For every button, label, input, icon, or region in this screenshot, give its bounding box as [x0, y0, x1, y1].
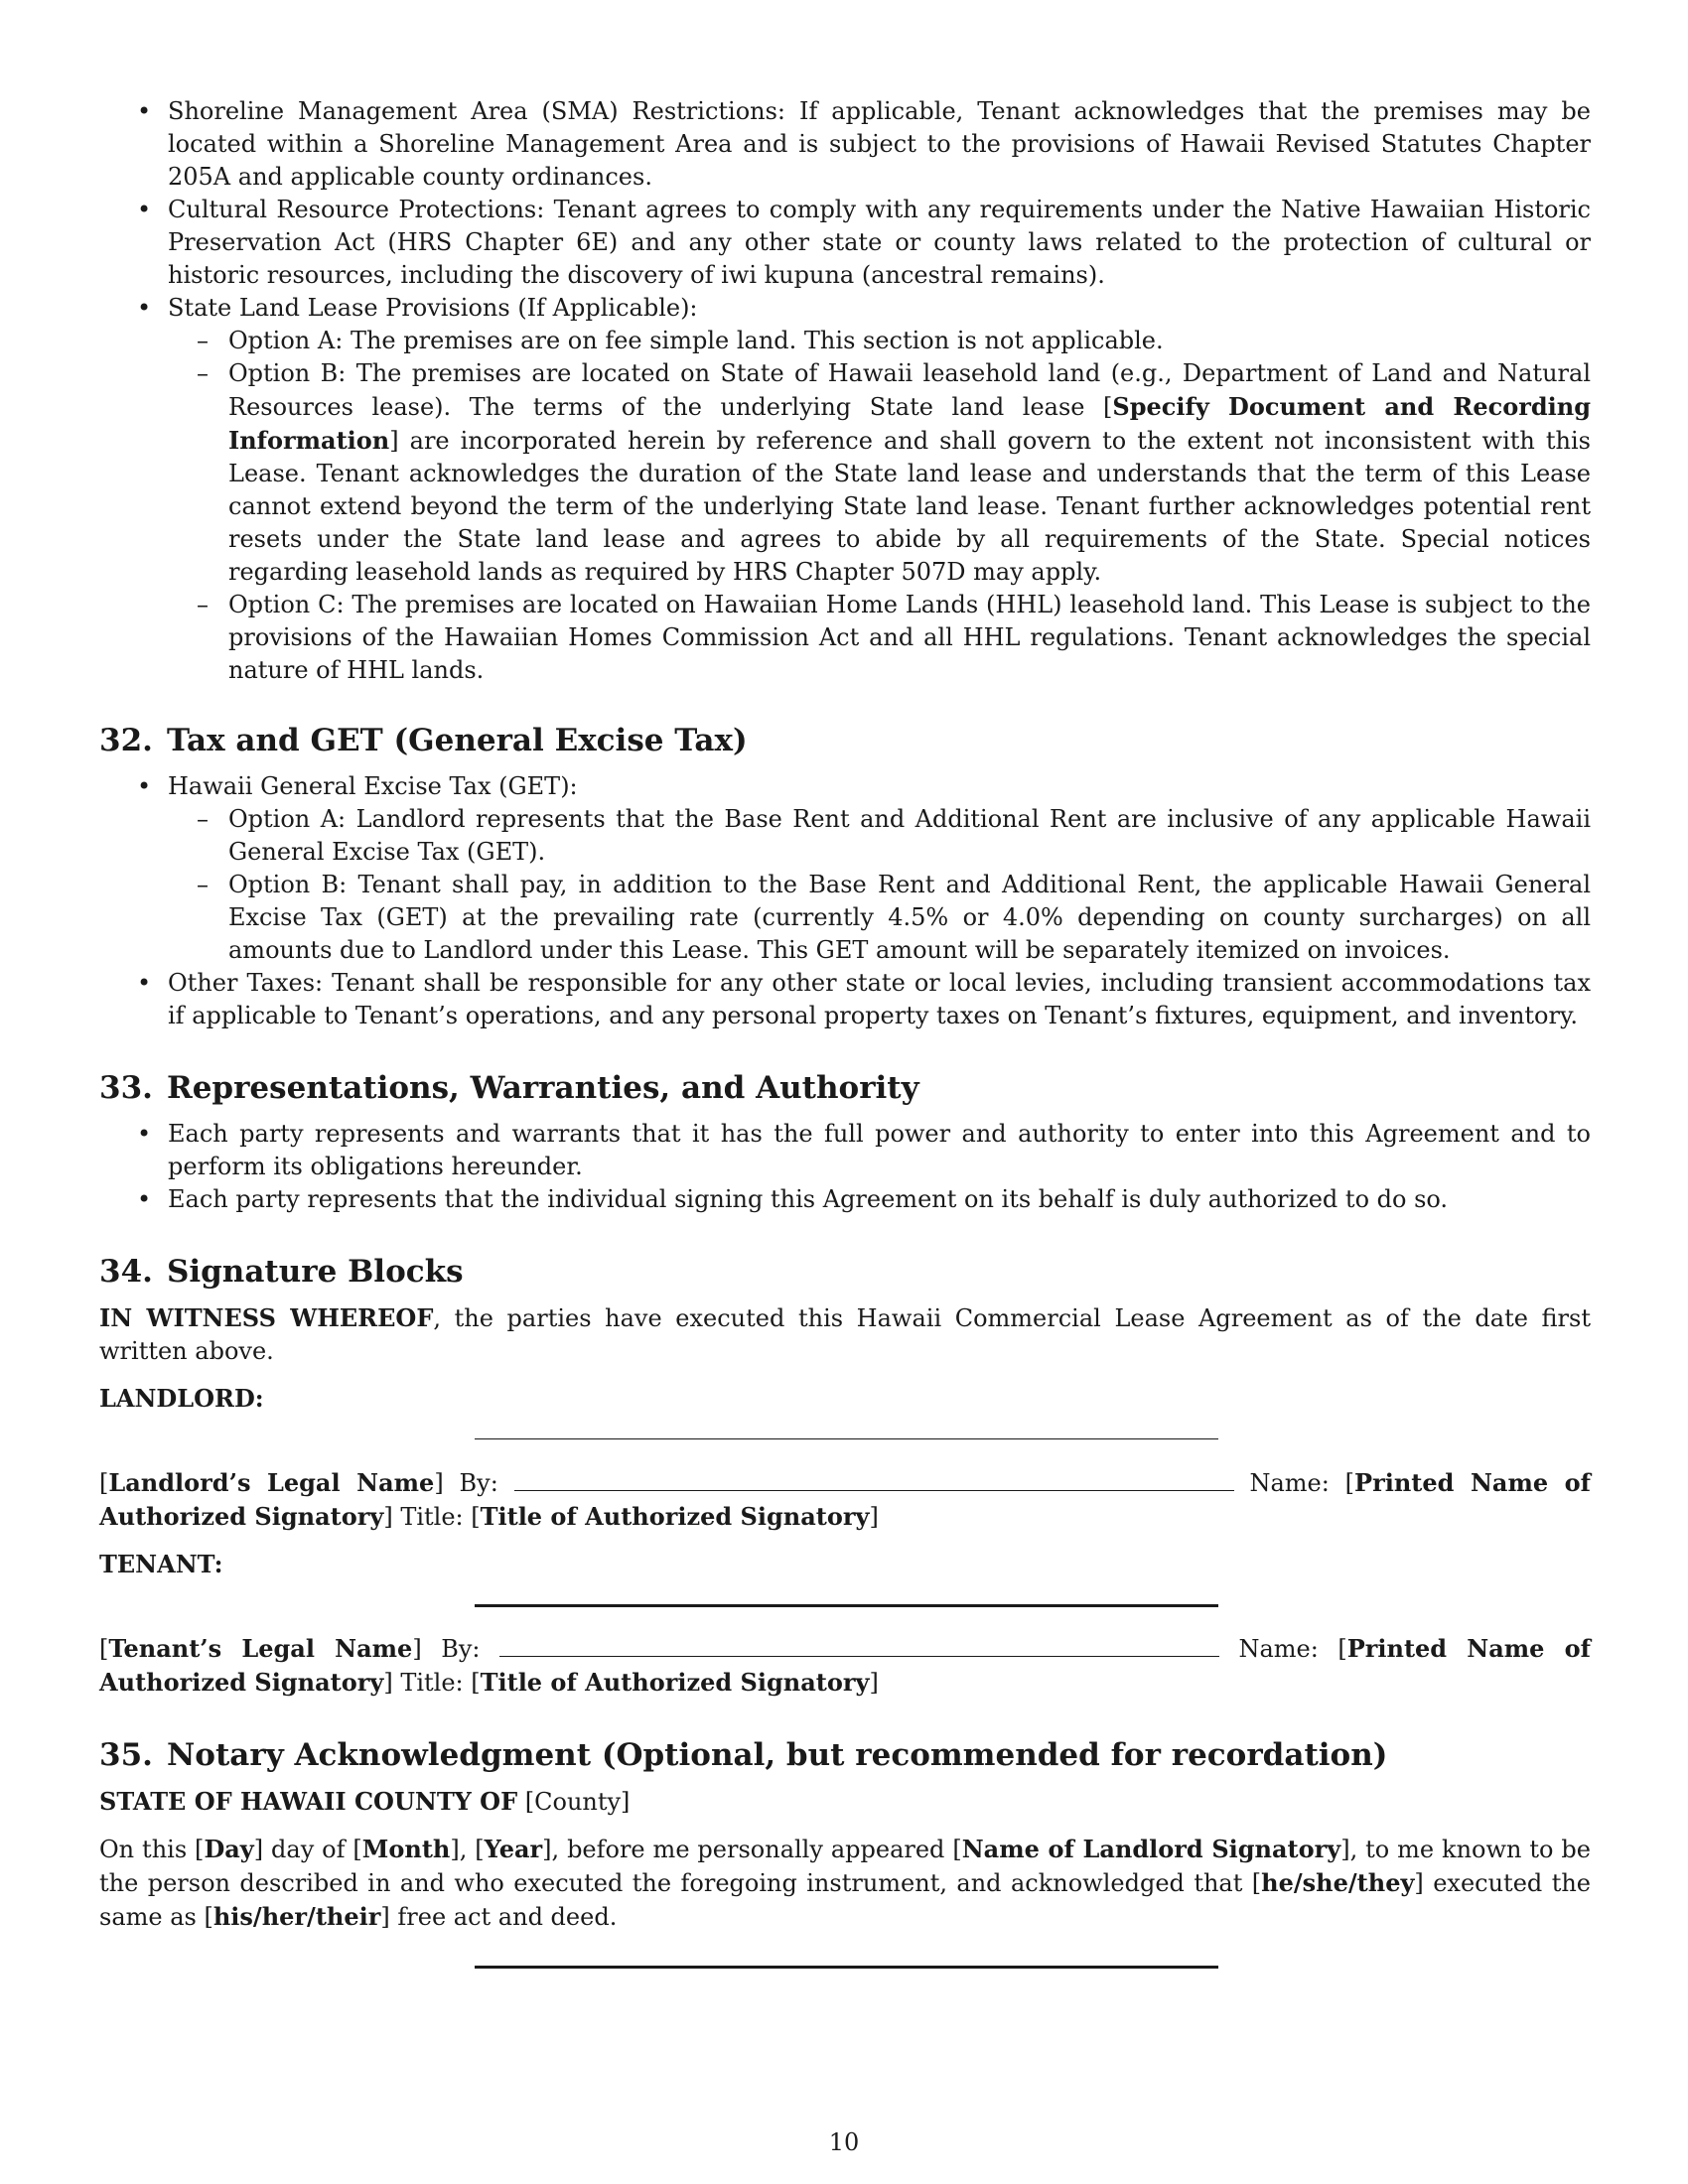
list-item: [99, 194, 1591, 292]
notary-text: ] day of [: [253, 1836, 362, 1863]
get-label: Hawaii General Excise Tax (GET):: [168, 772, 578, 800]
section-heading-34: [99, 1252, 1591, 1292]
list-item: [99, 967, 1591, 1032]
tenant-legal-name: Tenant’s Legal Name: [108, 1634, 413, 1663]
dash-icon: –: [197, 359, 209, 387]
page-number: 10: [828, 2128, 860, 2156]
section-title: Signature Blocks: [166, 1254, 464, 1290]
section-heading-35: [99, 1735, 1591, 1775]
bullet-icon: •: [137, 97, 152, 125]
witness-bold: IN WITNESS WHEREOF: [99, 1303, 434, 1332]
list-item: [99, 95, 1591, 194]
landlord-by-blank[interactable]: [514, 1468, 1234, 1491]
title-placeholder: Title of Authorized Signatory: [480, 1502, 870, 1531]
section-title: Notary Acknowledgment (Optional, but recommended for recordation): [166, 1737, 1388, 1773]
notary-text: ], to me known to be the person described in and who executed the foregoing instrument, and acknowledged that [: [99, 1836, 1591, 1897]
dash-icon: –: [197, 591, 209, 618]
state-land-options-list: [99, 325, 1591, 687]
section-number: 35.: [99, 1737, 153, 1773]
tenant-label: TENANT:: [99, 1550, 223, 1578]
bullet-icon: •: [137, 1185, 152, 1213]
bullet-icon: •: [137, 969, 152, 997]
option-b-text-rest: ] are incorporated herein by reference and shall govern to the extent not inconsistent with this Lease. Tenant acknowledges the duration of the State land lease and understands that the term of this Lease cannot extend beyond the term of the underlying State land lease. Tenant further acknowledges potential rent resets under the State land lease and agrees to abide by all requirements of the State. Special notices regarding leasehold lands as required by HRS Chapter 507D may apply.: [228, 427, 1591, 586]
notary-text: ] executed the same as [: [99, 1869, 1591, 1931]
top-bullet-list: [99, 95, 1591, 325]
cultural-resource-text: Cultural Resource Protections: Tenant agrees to comply with any requirements under the Native Hawaiian Historic Preservation Act (HRS Chapter 6E) and any other state or county laws related to the protection of cultural or historic resources, including the discovery of iwi kupuna (ancestral remains).: [168, 196, 1591, 289]
notary-text: ] free act and deed.: [380, 1903, 618, 1931]
state-land-lease-text: State Land Lease Provisions (If Applicable):: [168, 294, 698, 322]
option-b-text: Option B: The premises are located on State of Hawaii leasehold land (e.g., Department of Land and Natural Resources lease). The terms of the underlying State land lease [: [228, 359, 1591, 421]
dash-icon: –: [197, 805, 209, 833]
list-item: [99, 803, 1591, 869]
title-placeholder: Title of Authorized Signatory: [480, 1668, 870, 1697]
other-taxes-list: [99, 967, 1591, 1032]
list-item: [99, 1118, 1591, 1183]
by-label: By:: [459, 1469, 498, 1497]
day-placeholder: Day: [204, 1835, 254, 1863]
notary-signature-line[interactable]: [99, 1948, 1591, 1983]
notary-state-county: STATE OF HAWAII COUNTY OF: [99, 1787, 518, 1816]
title-label: Title:: [400, 1503, 464, 1531]
section-heading-32: [99, 721, 1591, 760]
bullet-icon: •: [137, 294, 152, 322]
section-heading-33: [99, 1068, 1591, 1108]
county-placeholder: [County]: [524, 1788, 631, 1816]
representations-list: [99, 1118, 1591, 1216]
get-option-b-text: Option B: Tenant shall pay, in addition to the Base Rent and Additional Rent, the applicable Hawaii General Excise Tax (GET) at the prevailing rate (currently 4.5% or 4.0% depending on county surcharges) on all amounts due to Landlord under this Lease. This GET amount will be separately itemized on invoices.: [228, 871, 1591, 964]
section-title: Representations, Warranties, and Authority: [166, 1070, 919, 1106]
notary-venue: [99, 1785, 1591, 1819]
landlord-signatory-placeholder: Name of Landlord Signatory: [961, 1835, 1341, 1863]
option-b-placeholder: Specify Document and Recording Information: [228, 392, 1592, 455]
option-c-text: Option C: The premises are located on Hawaiian Home Lands (HHL) leasehold land. This Lease is subject to the provisions of the Hawaiian Homes Commission Act and all HHL regulations. Tenant acknowledges the special nature of HHL lands.: [228, 591, 1591, 684]
tenant-signature-block: [Tenant’s Legal Name] By: Name: [Printed Name of Authorized Signatory] Title: [Title of Authorized Signatory]: [99, 1634, 1591, 1697]
possessive-placeholder: his/her/their: [212, 1902, 381, 1931]
list-item: [99, 770, 1591, 803]
section-number: 34.: [99, 1254, 153, 1290]
signature-rule: [475, 1966, 1218, 1969]
bullet-icon: •: [137, 196, 152, 223]
signature-rule: [475, 1438, 1218, 1439]
list-item: [99, 357, 1591, 589]
month-placeholder: Month: [361, 1835, 451, 1863]
tax-list: [99, 770, 1591, 803]
landlord-signature-line[interactable]: [99, 1421, 1591, 1456]
landlord-signature-block: [Landlord’s Legal Name] By: Name: [Printed Name of Authorized Signatory] Title: [Title of Authorized Signatory]: [99, 1468, 1591, 1531]
section-number: 32.: [99, 723, 153, 758]
option-a-text: Option A: The premises are on fee simple land. This section is not applicable.: [228, 327, 1164, 354]
landlord-label: LANDLORD:: [99, 1384, 264, 1413]
landlord-legal-name: Landlord’s Legal Name: [108, 1468, 435, 1497]
sma-restrictions-text: Shoreline Management Area (SMA) Restrictions: If applicable, Tenant acknowledges that the premises may be located within a Shoreline Management Area and is subject to the provisions of Hawaii Revised Statutes Chapter 205A and applicable county ordinances.: [168, 97, 1591, 191]
notary-paragraph: [99, 1833, 1591, 1934]
name-label: Name:: [1238, 1635, 1319, 1663]
notary-text: ], before me personally appeared [: [542, 1836, 962, 1863]
list-item: [99, 869, 1591, 967]
list-item: [99, 325, 1591, 357]
notary-text: On this [: [99, 1836, 205, 1863]
notary-text: ], [: [450, 1836, 485, 1863]
document-page: [99, 95, 1591, 1983]
title-label: Title:: [400, 1669, 464, 1697]
witness-text: , the parties have executed this Hawaii Commercial Lease Agreement as of the date first written above.: [99, 1304, 1591, 1365]
get-option-a-text: Option A: Landlord represents that the Base Rent and Additional Rent are inclusive of any applicable Hawaii General Excise Tax (GET).: [228, 805, 1591, 866]
bullet-icon: •: [137, 1120, 152, 1148]
tenant-by-blank[interactable]: [499, 1634, 1219, 1657]
list-item: [99, 589, 1591, 687]
year-placeholder: Year: [484, 1835, 543, 1863]
pronoun-placeholder: he/she/they: [1261, 1868, 1415, 1897]
other-taxes-text: Other Taxes: Tenant shall be responsible for any other state or local levies, including transient accommodations tax if applicable to Tenant’s operations, and any personal property taxes on Tenant’s fixtures, equipment, and inventory.: [168, 969, 1591, 1029]
get-options-list: [99, 803, 1591, 967]
printed-name-placeholder: Printed Name of Authorized Signatory: [99, 1468, 1591, 1531]
section-title: Tax and GET (General Excise Tax): [166, 723, 748, 758]
signature-rule: [475, 1604, 1218, 1607]
list-item: [99, 292, 1591, 325]
representation-text: Each party represents and warrants that it has the full power and authority to enter into this Agreement and to perform its obligations hereunder.: [168, 1120, 1591, 1180]
printed-name-placeholder: Printed Name of Authorized Signatory: [99, 1634, 1591, 1697]
dash-icon: –: [197, 871, 209, 898]
section-number: 33.: [99, 1070, 153, 1106]
list-item: [99, 1183, 1591, 1216]
dash-icon: –: [197, 327, 209, 354]
representation-text: Each party represents that the individual signing this Agreement on its behalf is duly authorized to do so.: [168, 1185, 1449, 1213]
bullet-icon: •: [137, 772, 152, 800]
witness-paragraph: [99, 1301, 1591, 1368]
by-label: By:: [441, 1635, 481, 1663]
name-label: Name:: [1249, 1469, 1330, 1497]
tenant-signature-line[interactable]: [99, 1586, 1591, 1622]
